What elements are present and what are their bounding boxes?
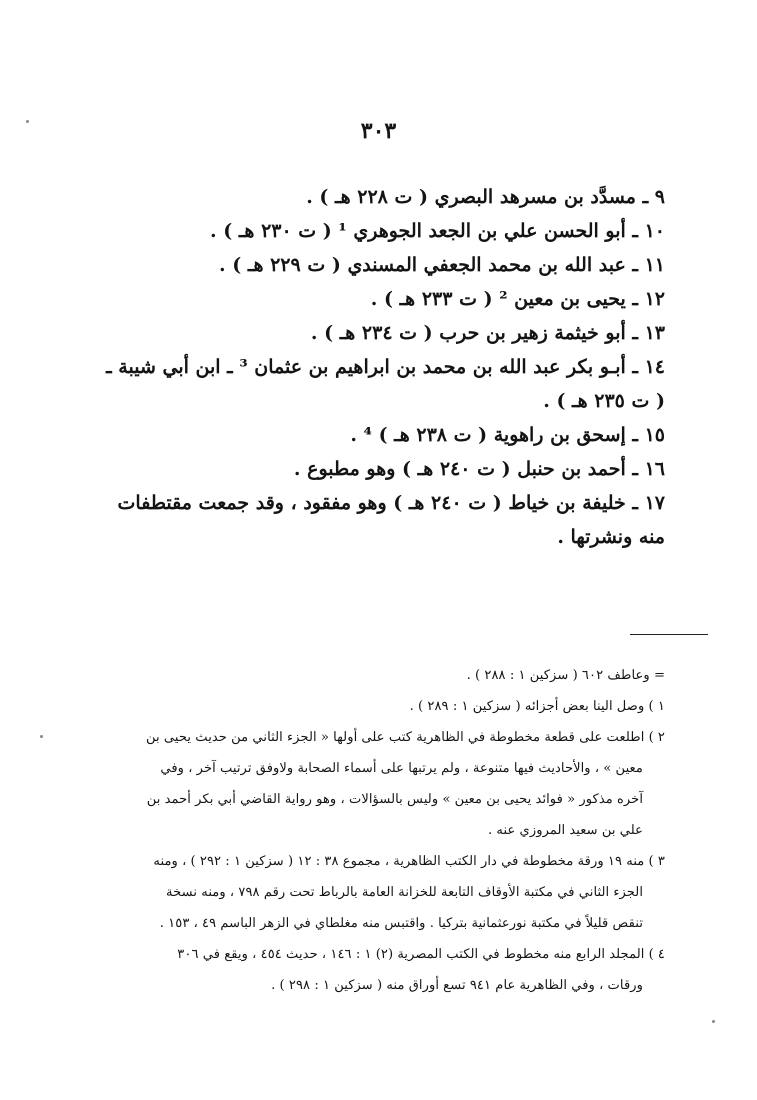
footnote-divider <box>630 634 708 635</box>
narrator-entry <box>125 180 665 214</box>
footnote-line: علي بن سعيد المروزي عنه . <box>488 823 643 838</box>
footnote-line: ٢ ) اطلعت على قطعة مخطوطة في الظاهرية كتب على أولها « الجزء الثاني من حديث يحيى بن <box>146 730 665 745</box>
page-number: ٣٠٣ <box>360 118 397 144</box>
narrator-entry-line: ١٢ ـ يحيى بن معين ² ( ت ٢٣٣ هـ ) . <box>370 288 665 310</box>
narrator-entry <box>125 282 665 316</box>
footnote-line: ٤ ) المجلد الرابع منه مخطوط في الكتب المصرية (٢) ١ : ١٤٦ ، حديث ٤٥٤ ، ويقع في ٣٠٦ <box>177 947 665 962</box>
footnotes-list <box>93 660 665 1001</box>
footnote-line: الجزء الثاني في مكتبة الأوقاف التابعة للخزانة العامة بالرباط تحت رقم ٧٩٨ ، ومنه نسخة <box>166 885 643 900</box>
footnote <box>93 939 665 1001</box>
scan-speck <box>712 1020 715 1023</box>
footnote-line: آخره مذكور « فوائد يحيى بن معين » وليس بالسؤالات ، وهو رواية القاضي أبي بكر أحمد بن <box>146 792 643 807</box>
scan-speck <box>40 735 43 738</box>
footnote-line: ورقات ، وفي الظاهرية عام ٩٤١ تسع أوراق منه ( سزكين ١ : ٢٩٨ ) . <box>271 978 643 993</box>
narrator-entry <box>117 486 665 554</box>
narrator-entry <box>106 350 665 418</box>
footnote-line: تنقص قليلاً في مكتبة نورعثمانية بتركيا . واقتبس منه مغلطاي في الزهر الباسم ٤٩ ، ١٥٣ . <box>159 916 643 931</box>
footnote-line: ١ ) وصل الينا بعض أجزائه ( سزكين ١ : ٢٨٩ ) . <box>409 699 665 714</box>
narrator-entry <box>125 418 665 452</box>
footnote-line: ٣ ) منه ١٩ ورقة مخطوطة في دار الكتب الظاهرية ، مجموع ٣٨ : ١٢ ( سزكين ١ : ٢٩٢ ) ، ومنه <box>153 854 665 869</box>
footnote <box>93 722 665 846</box>
narrator-entry <box>125 248 665 282</box>
narrator-entry-line: ١٣ ـ أبو خيثمة زهير بن حرب ( ت ٢٣٤ هـ ) . <box>310 322 665 344</box>
narrator-entry-line: ٩ ـ مسدَّد بن مسرهد البصري ( ت ٢٢٨ هـ ) . <box>306 186 665 208</box>
narrator-entry-line: ١٠ ـ أبو الحسن علي بن الجعد الجوهري ¹ ( ت ٢٣٠ هـ ) . <box>210 220 665 242</box>
narrator-entry-line: ١١ ـ عبد الله بن محمد الجعفي المسندي ( ت ٢٢٩ هـ ) . <box>219 254 665 276</box>
footnote <box>93 660 665 691</box>
narrators-list <box>106 180 665 554</box>
narrator-entry-line: ١٧ ـ خليفة بن خياط ( ت ٢٤٠ هـ ) وهو مفقود ، وقد جمعت مقتطفات <box>117 492 665 514</box>
narrator-entry-line: ( ت ٢٣٥ هـ ) . <box>543 390 665 412</box>
narrator-entry-line: منه ونشرتها . <box>557 526 665 548</box>
footnote <box>93 691 665 722</box>
narrator-entry <box>125 452 665 486</box>
narrator-entry-line: ١٥ ـ إسحق بن راهوية ( ت ٢٣٨ هـ ) ⁴ . <box>350 424 665 446</box>
footnote-line: = وعاطف ٦٠٢ ( سزكين ١ : ٢٨٨ ) . <box>466 668 665 683</box>
scan-speck <box>26 120 29 123</box>
narrator-entry <box>125 214 665 248</box>
narrator-entry-line: ١٤ ـ أبـو بكر عبد الله بن محمد بن ابراهيم بن عثمان ³ ـ ابن أبي شيبة ـ <box>106 356 665 378</box>
footnote <box>93 846 665 939</box>
narrator-entry <box>125 316 665 350</box>
footnote-line: معين » ، والأحاديث فيها متنوعة ، ولم يرتبها على أسماء الصحابة ولاوفق ترتيب آخر ، وفي <box>160 761 643 776</box>
narrator-entry-line: ١٦ ـ أحمد بن حنبل ( ت ٢٤٠ هـ ) وهو مطبوع . <box>293 458 665 480</box>
